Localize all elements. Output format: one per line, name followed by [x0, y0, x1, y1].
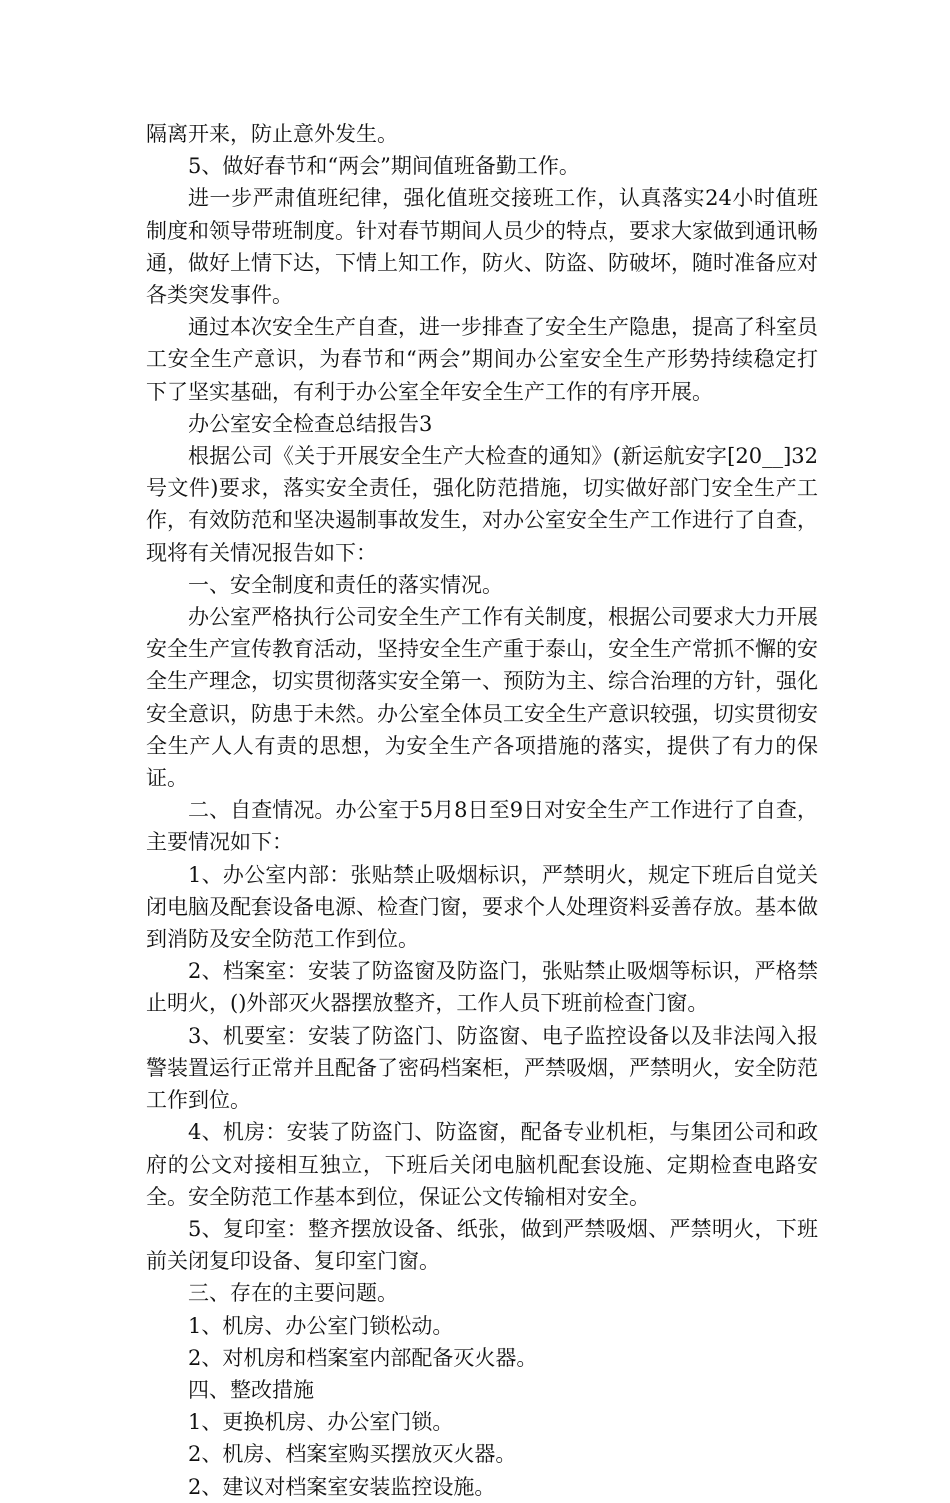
- list-item-confidential-room: 3、机要室：安装了防盗门、防盗窗、电子监控设备以及非法闯入报警装置运行正常并且配备了密码档案柜，严禁吸烟，严禁明火，安全防范工作到位。: [146, 1023, 818, 1113]
- document-body: [146, 118, 818, 1503]
- measure-item-1: 1、更换机房、办公室门锁。: [188, 1410, 454, 1435]
- paragraph-8: 办公室严格执行公司安全生产工作有关制度，根据公司要求大力开展安全生产宣传教育活动，坚持安全生产重于泰山，安全生产常抓不懈的安全生产理念，切实贯彻落实安全第一、预防为主、综合治理的方针，强化安全意识，防患于未然。办公室全体员工安全生产意识较强，切实贯彻安全生产人人有责的思想，为安全生产各项措施的落实，提供了有力的保证。: [146, 605, 818, 791]
- problem-item-2: 2、对机房和档案室内部配备灭火器。: [188, 1345, 538, 1370]
- section-heading-2: 二、自查情况。办公室于5月8日至9日对安全生产工作进行了自查，主要情况如下：: [146, 798, 818, 855]
- paragraph-6: 根据公司《关于开展安全生产大检查的通知》(新运航安字[20__]32号文件)要求，落实安全责任，强化防范措施，切实做好部门安全生产工作，有效防范和坚决遏制事故发生，对办公室安全生产工作进行了自查，现将有关情况报告如下：: [146, 444, 818, 565]
- section-heading-4: 四、整改措施: [188, 1377, 314, 1402]
- paragraph-4: 通过本次安全生产自查，进一步排查了安全生产隐患，提高了科室员工安全生产意识，为春节和“两会”期间办公室安全生产形势持续稳定打下了坚实基础，有利于办公室全年安全生产工作的有序开展。: [146, 315, 818, 404]
- paragraph-1: 隔离开来，防止意外发生。: [146, 122, 398, 146]
- list-item-archive: 2、档案室：安装了防盗窗及防盗门，张贴禁止吸烟等标识，严格禁止明火，()外部灭火器摆放整齐，工作人员下班前检查门窗。: [146, 959, 818, 1016]
- section-heading-3: 三、存在的主要问题。: [188, 1281, 398, 1306]
- paragraph-2: 5、做好春节和“两会”期间值班备勤工作。: [188, 154, 580, 179]
- section-heading-1: 一、安全制度和责任的落实情况。: [188, 572, 503, 597]
- measure-item-2: 2、机房、档案室购买摆放灭火器。: [188, 1442, 517, 1467]
- section-heading-report-3: 办公室安全检查总结报告3: [188, 411, 433, 436]
- problem-item-1: 1、机房、办公室门锁松动。: [188, 1313, 454, 1338]
- list-item-server-room: 4、机房：安装了防盗门、防盗窗，配备专业机柜，与集团公司和政府的公文对接相互独立，下班后关闭电脑机配套设施、定期检查电路安全。安全防范工作基本到位，保证公文传输相对安全。: [146, 1120, 818, 1209]
- measure-item-3: 2、建议对档案室安装监控设施。: [188, 1474, 496, 1499]
- paragraph-3: 进一步严肃值班纪律，强化值班交接班工作，认真落实24小时值班制度和领导带班制度。针对春节期间人员少的特点，要求大家做到通讯畅通，做好上情下达，下情上知工作，防火、防盗、防破坏，随时准备应对各类突发事件。: [146, 186, 818, 308]
- list-item-office: 1、办公室内部：张贴禁止吸烟标识，严禁明火，规定下班后自觉关闭电脑及配套设备电源、检查门窗，要求个人处理资料妥善存放。基本做到消防及安全防范工作到位。: [146, 862, 818, 952]
- list-item-copy-room: 5、复印室：整齐摆放设备、纸张，做到严禁吸烟、严禁明火，下班前关闭复印设备、复印室门窗。: [146, 1216, 818, 1274]
